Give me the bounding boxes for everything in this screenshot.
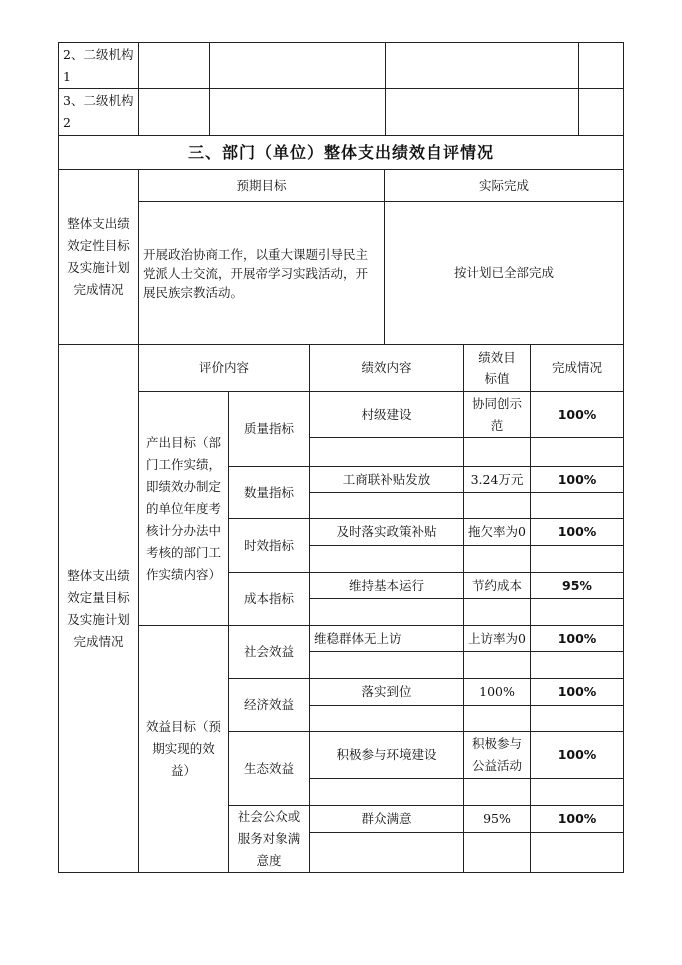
completion-cell [531,626,624,652]
qualitative-row-label-text: 整体支出绩效定性目标及实施计划完成情况 [67,216,130,297]
content-cell [310,626,464,652]
completion-cell [531,732,624,779]
header-expected-text: 预期目标 [236,177,287,193]
indicator-economic-benefit [229,679,310,732]
target-text: 100% [479,684,515,699]
actual-text: 按计划已全部完成 [453,265,554,280]
group-output-targets-text: 产出目标（部门工作实绩，即绩效办制定的单位年度考核计分办法中考核的部门工作实绩内容） [145,434,221,582]
content-text: 积极参与环境建设 [336,747,437,762]
blank-cell [464,652,531,679]
indicator-text: 社会效益 [243,644,294,659]
target-text: 95% [483,811,511,826]
target-text: 拖欠率为0 [468,524,526,539]
content-cell [310,467,464,493]
target-cell [464,519,531,546]
blank-cell [310,438,464,467]
indicator-timeliness [229,519,310,573]
header-completion [531,345,624,392]
completion-text: 100% [557,406,597,422]
sub-unit-2-text: 3、二级机构2 [63,93,134,130]
content-text: 工商联补贴发放 [342,471,431,487]
target-cell [464,467,531,493]
header-performance-content [310,345,464,392]
indicator-text: 生态效益 [243,760,294,776]
completion-cell [531,467,624,493]
header-performance-content-text: 绩效内容 [361,360,412,375]
target-text: 节约成本 [471,577,522,593]
blank-cell [310,599,464,626]
target-text: 协同创示范 [472,395,523,433]
section-title [58,136,624,170]
indicator-satisfaction [229,806,310,873]
completion-cell [531,573,624,599]
completion-cell [531,392,624,438]
blank-cell [531,438,624,467]
content-text: 落实到位 [361,684,412,699]
completion-text: 100% [557,811,597,826]
header-actual-text: 实际完成 [478,177,529,193]
target-cell [464,626,531,652]
blank-cell [310,833,464,873]
blank-cell [531,652,624,679]
content-cell [310,392,464,438]
indicator-text: 数量指标 [243,484,294,500]
content-cell [310,679,464,706]
blank-cell [464,833,531,873]
qualitative-expected-text [139,202,385,345]
row-label-sub-unit-1 [58,42,139,89]
header-target-value-text: 绩效目标值 [478,350,516,386]
blank-cell [531,833,624,873]
indicator-text: 经济效益 [243,697,294,712]
content-cell [310,806,464,833]
content-cell [310,573,464,599]
blank-cell [310,706,464,732]
completion-text: 100% [557,471,597,487]
indicator-text: 成本指标 [243,591,294,606]
content-text: 群众满意 [361,811,412,826]
content-text: 维稳群体无上访 [314,630,402,646]
quantitative-row-label-text: 整体支出绩效定量目标及实施计划完成情况 [67,567,130,649]
content-cell [310,519,464,546]
completion-text: 100% [557,684,597,699]
section-title-text: 三、部门（单位）整体支出绩效自评情况 [187,142,494,162]
indicator-quantity [229,467,310,519]
completion-text: 100% [557,747,597,762]
header-target-value [464,345,531,392]
header-completion-text: 完成情况 [551,360,602,375]
blank-cell [464,779,531,806]
blank-cell [310,546,464,573]
completion-cell [531,806,624,833]
blank-cell [464,546,531,573]
blank-cell [310,652,464,679]
content-cell [310,732,464,779]
blank-cell [531,599,624,626]
target-cell [464,392,531,438]
target-cell [464,573,531,599]
group-benefit-targets [139,626,229,873]
indicator-cost [229,573,310,626]
content-text: 维持基本运行 [348,577,424,593]
group-output-targets [139,392,229,626]
indicator-ecological-benefit [229,732,310,806]
target-cell [464,732,531,779]
target-cell [464,806,531,833]
target-cell [464,679,531,706]
qualitative-header-actual [385,170,624,202]
blank-cell [531,546,624,573]
blank-cell [464,706,531,732]
completion-cell [531,519,624,546]
sub-unit-2-cell-b [210,89,386,136]
completion-text: 95% [562,577,592,593]
blank-cell [464,438,531,467]
blank-cell [464,493,531,519]
blank-cell [531,493,624,519]
sub-unit-1-cell-c [386,42,579,89]
row-label-sub-unit-2 [58,89,139,136]
indicator-text: 社会公众或服务对象满意度 [237,809,301,868]
indicator-text: 时效指标 [243,537,294,553]
target-text: 3.24万元 [470,471,524,487]
blank-cell [531,779,624,806]
completion-cell [531,679,624,706]
sub-unit-2-cell-a [139,89,210,136]
indicator-social-benefit [229,626,310,679]
content-text: 村级建设 [361,406,412,422]
indicator-quality [229,392,310,467]
header-evaluation-content [139,345,310,392]
sub-unit-2-cell-c [386,89,579,136]
blank-cell [464,599,531,626]
blank-cell [310,493,464,519]
indicator-text: 质量指标 [243,421,294,436]
sub-unit-2-cell-d [579,89,624,136]
completion-text: 100% [557,524,597,539]
blank-cell [310,779,464,806]
group-benefit-targets-text: 效益目标（预期实现的效益） [145,719,221,778]
qualitative-row-label [58,170,139,345]
sub-unit-1-text: 2、二级机构1 [63,46,134,84]
header-evaluation-content-text: 评价内容 [198,360,249,375]
qualitative-header-expected [139,170,385,202]
qualitative-actual-text [385,202,624,345]
target-text: 积极参与公益活动 [471,736,522,773]
quantitative-row-label [58,345,139,873]
sub-unit-1-cell-a [139,42,210,89]
blank-cell [531,706,624,732]
sub-unit-1-cell-d [579,42,624,89]
sub-unit-1-cell-b [210,42,386,89]
content-text: 及时落实政策补贴 [336,524,437,539]
expected-text: 开展政治协商工作，以重大课题引导民主党派人士交流，开展帝学习实践活动，开展民族宗教活动。 [143,246,369,300]
target-text: 上访率为0 [468,630,526,646]
completion-text: 100% [557,630,597,646]
